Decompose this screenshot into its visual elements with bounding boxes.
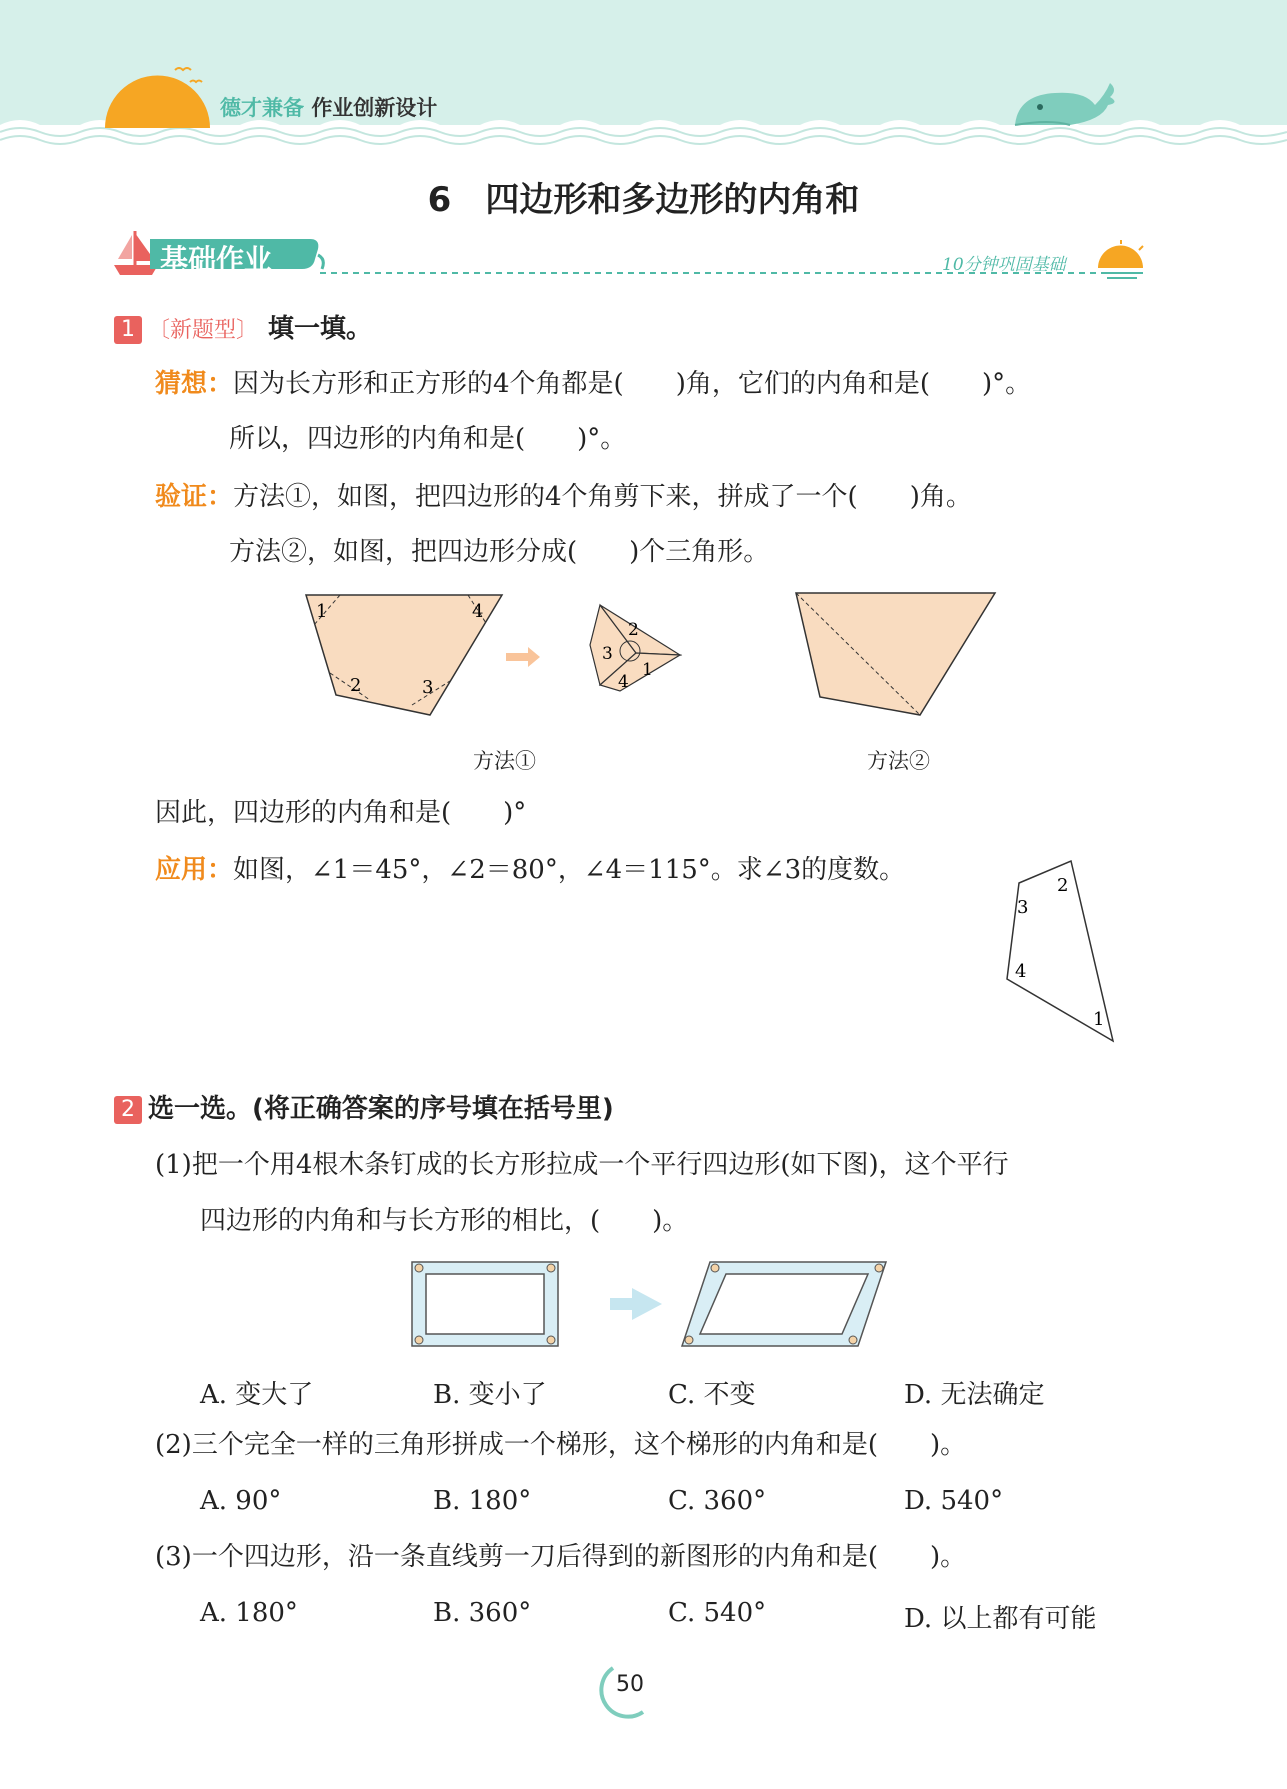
q2-3-option-d: D. 以上都有可能 <box>904 1604 1097 1634</box>
section-right-note: 10分钟巩固基础 <box>942 255 1066 275</box>
q2-1-option-a: A. 变大了 <box>200 1380 314 1410</box>
arrow-icon <box>506 647 540 667</box>
q1-guess-line1 <box>155 369 1031 399</box>
apply-angle-3: 3 <box>1017 897 1029 918</box>
angle-label-2: 2 <box>350 675 362 696</box>
piece-label-1: 1 <box>642 660 653 680</box>
sun-icon <box>100 60 215 130</box>
apply-angle-4: 4 <box>1015 961 1027 982</box>
q2-3-option-c: C. 540° <box>668 1598 767 1628</box>
q2-2-option-a: A. 90° <box>200 1486 282 1516</box>
apply-text: 如图，∠1＝45°，∠2＝80°，∠4＝115°。求∠3的度数。 <box>233 855 906 885</box>
apply-label: 应用： <box>155 855 234 885</box>
small-sun-icon <box>1093 240 1153 285</box>
q2-2-option-c: C. 360° <box>668 1486 767 1516</box>
page-number: 50 <box>616 1672 644 1697</box>
piece-label-4: 4 <box>618 672 629 692</box>
method2-figure <box>790 585 1010 720</box>
guess-label: 猜想： <box>155 369 234 399</box>
piece-label-3: 3 <box>602 644 613 664</box>
q2-2-option-b: B. 180° <box>433 1486 532 1516</box>
q2-item3-line1: (3)一个四边形，沿一条直线剪一刀后得到的新图形的内角和是( )。 <box>155 1542 967 1572</box>
angle-label-1: 1 <box>316 601 328 622</box>
q2-heading <box>114 1094 614 1124</box>
q1-verify-line2: 方法②，如图，把四边形分成( )个三角形。 <box>229 537 770 567</box>
section-label: 基础作业 <box>160 243 273 276</box>
q2-3-option-a: A. 180° <box>200 1598 298 1628</box>
brand-green-text: 德才兼备 <box>220 96 304 120</box>
angle-label-4: 4 <box>472 601 484 622</box>
q2-3-option-b: B. 360° <box>433 1598 532 1628</box>
q1-tag: 〔新题型〕 <box>148 318 259 343</box>
q2-item1-line1: (1)把一个用4根木条钉成的长方形拉成一个平行四边形(如下图)，这个平行 <box>155 1150 1009 1180</box>
brand-dark-text: 作业创新设计 <box>311 96 438 120</box>
apply-figure <box>995 855 1125 1045</box>
verify-text1: 方法①，如图，把四边形的4个角剪下来，拼成了一个( )角。 <box>233 482 972 512</box>
q2-item1-line2: 四边形的内角和与长方形的相比，( )。 <box>200 1206 689 1236</box>
q1-number: 1 <box>114 316 142 344</box>
page-title: 6 四边形和多边形的内角和 <box>427 180 860 220</box>
angle-label-3: 3 <box>422 677 434 698</box>
apply-angle-2: 2 <box>1057 875 1069 896</box>
arrow-right-icon <box>610 1288 662 1320</box>
brand-title <box>220 92 437 122</box>
q2-number: 2 <box>114 1096 142 1124</box>
piece-label-2: 2 <box>628 620 639 640</box>
q2-1-option-d: D. 无法确定 <box>904 1380 1045 1410</box>
q1-apply-line <box>155 855 905 885</box>
method1-figure <box>300 585 720 725</box>
verify-label: 验证： <box>155 482 234 512</box>
q1-conclusion: 因此，四边形的内角和是( )° <box>155 798 527 828</box>
q2-item2-line1: (2)三个完全一样的三角形拼成一个梯形，这个梯形的内角和是( )。 <box>155 1430 967 1460</box>
q1-instruction: 填一填。 <box>268 314 373 344</box>
q2-1-option-c: C. 不变 <box>668 1380 756 1410</box>
q1-heading <box>114 314 372 346</box>
method2-caption: 方法② <box>867 749 930 773</box>
guess-text1: 因为长方形和正方形的4个角都是( )角，它们的内角和是( )°。 <box>233 369 1032 399</box>
q2-2-option-d: D. 540° <box>904 1486 1004 1516</box>
whale-icon <box>1010 75 1120 130</box>
q2-instruction: 选一选。(将正确答案的序号填在括号里) <box>148 1094 614 1124</box>
q1-verify-line1 <box>155 482 972 512</box>
q1-guess-line2: 所以，四边形的内角和是( )°。 <box>229 424 627 454</box>
apply-angle-1: 1 <box>1093 1009 1105 1030</box>
q2-1-option-b: B. 变小了 <box>433 1380 547 1410</box>
method1-caption: 方法① <box>473 749 536 773</box>
frame-figure <box>410 1258 890 1350</box>
